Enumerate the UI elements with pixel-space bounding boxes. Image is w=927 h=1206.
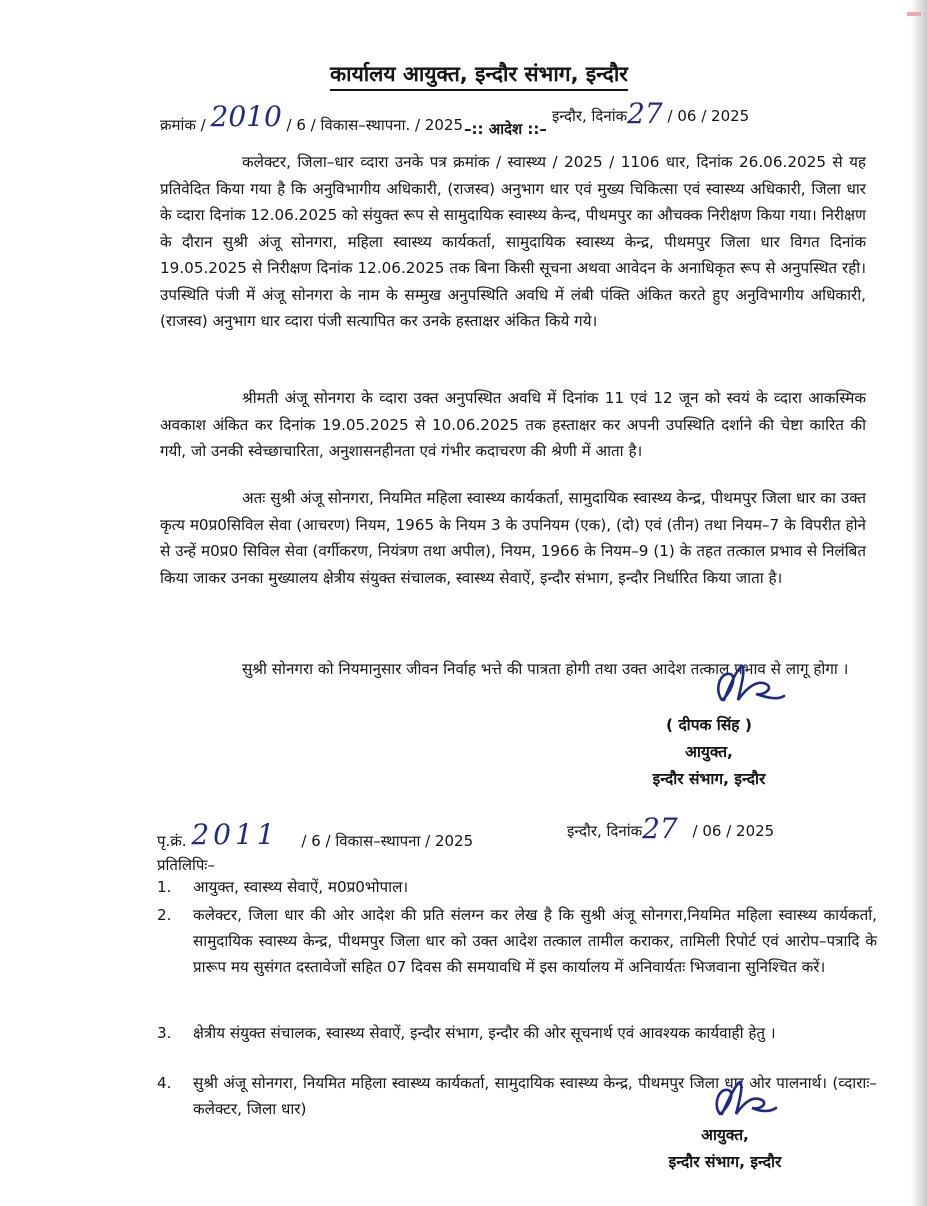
signature-block-1 (624, 712, 794, 793)
signatory-name: ( दीपक सिंह ) (665, 716, 753, 734)
copy-item-text: कलेक्टर, जिला धार की ओर आदेश की प्रति संलग्न कर लेख है कि सुश्री अंजू सोनगरा,नियमित महिला स्वास्थ्य कार्यकर्ता, सामुदायिक स्वास्थ्य केन्द्र, पीथमपुर जिला धार को उक्त आदेश तत्काल तामील कराकर, तामिली रिपोर्ट एवं आरोप–पत्रादि के प्रारूप मय सुसंगत दस्तावेजों सहित 07 दिवस की समयावधि में इस कार्यालय में अनिवार्यतः भिजवाना सुनिश्चित करें। (193, 906, 877, 976)
handwritten-signature-1 (708, 660, 788, 710)
endorsement-date-prefix: इन्दौर, दिनांक (567, 822, 643, 840)
handwritten-endorsement-number: 2011 (191, 818, 279, 851)
signatory-office: इन्दौर संभाग, इन्दौर (652, 770, 766, 788)
order-reference-line (160, 100, 464, 137)
date-prefix: इन्दौर, दिनांक (552, 107, 628, 125)
copy-item-text: आयुक्त, स्वास्थ्य सेवाऐं, म0प्र0भोपाल। (193, 878, 409, 896)
copy-item-number: 4. (157, 1074, 172, 1092)
order-heading: –:: आदेश ::– (464, 120, 547, 138)
corner-mark (907, 12, 921, 16)
copy-item-2 (157, 902, 877, 1022)
copy-item-number: 1. (157, 878, 172, 896)
endorsement-date-line (567, 810, 774, 843)
copy-item-1 (157, 874, 877, 900)
date-suffix: / 06 / 2025 (667, 107, 750, 125)
signatory-office: इन्दौर संभाग, इन्दौर (668, 1153, 782, 1171)
signatory-designation: आयुक्त, (701, 1126, 749, 1144)
paragraph-2: श्रीमती अंजू सोनगरा के व्दारा उक्त अनुपस्थित अवधि में दिनांक 11 एवं 12 जून को स्वयं के व्दारा आकस्मिक अवकाश अंकित कर दिनांक 19.05.2025 से 10.06.2025 तक हस्ताक्षर कर अपनी उपस्थिति दर्शाने की चेष्टा कारित की गयी, जो उनकी स्वेच्छाचारिता, अनुशासनहीनता एवं गंभीर कदाचरण की श्रेणी में आता है। (160, 389, 866, 460)
copy-item-number: 2. (157, 906, 172, 924)
page-edge-shadow (911, 0, 927, 1206)
endorsement-reference-line (157, 820, 473, 853)
office-title: कार्यालय आयुक्त, इन्दौर संभाग, इन्दौर (330, 62, 628, 86)
order-date-line (552, 95, 749, 128)
endorsement-ref-suffix: / 6 / विकास–स्थापना / 2025 (301, 832, 474, 850)
ref-prefix: क्रमांक / (160, 116, 206, 134)
copy-item-number: 3. (157, 1024, 172, 1042)
signatory-designation: आयुक्त, (685, 743, 733, 761)
endorsement-date-suffix: / 06 / 2025 (692, 822, 775, 840)
copy-item-text: सुश्री अंजू सोनगरा, नियमित महिला स्वास्थ्य कार्यकर्ता, सामुदायिक स्वास्थ्य केन्द्र, पीथमपुर जिला धार ओर पालनार्थ। (व्दाराः–कलेक्टर, जिला धार) (193, 1074, 877, 1118)
handwritten-endorsement-day: 27 (642, 812, 678, 845)
paragraph-4: सुश्री सोनगरा को नियमानुसार जीवन निर्वाह भत्ते की पात्रता होगी तथा उक्त आदेश तत्काल प्रभाव से लागू होगा । (242, 660, 849, 678)
copy-item-text: क्षेत्रीय संयुक्त संचालक, स्वास्थ्य सेवाऐं, इन्दौर संभाग, इन्दौर की ओर सूचनार्थ एवं आवश्यक कार्यवाही हेतु । (193, 1024, 776, 1042)
paragraph-1: कलेक्टर, जिला–धार व्दारा उनके पत्र क्रमांक / स्वास्थ्य / 2025 / 1106 धार, दिनांक 26.06.2025 से यह प्रतिवेदित किया गया है कि अनुविभागीय अधिकारी, (राजस्व) अनुभाग धार एवं मुख्य चिकित्सा एवं स्वास्थ्य अधिकारी, जिला धार के व्दारा दिनांक 12.06.2025 को संयुक्त रूप से सामुदायिक स्वास्थ्य केन्द, पीथमपुर का औचक्क निरीक्षण किया गया। निरीक्षण के दौरान सुश्री अंजू सोनगरा, महिला स्वास्थ्य कार्यकर्ता, सामुदायिक स्वास्थ्य केन्द्र, पीथमपुर जिला धार विगत दिनांक 19.05.2025 से निरीक्षण दिनांक 12.06.2025 तक बिना किसी सूचना अथवा आवेदन के अनाधिकृत रूप से अनुपस्थित रही। उपस्थिति पंजी में अंजू सोनगरा के नाम के सम्मुख अनुपस्थिति अवधि में लंबी पंक्ति अंकित करते हुए अनुविभागीय अधिकारी, (राजस्व) अनुभाग धार व्दारा पंजी सत्यापित कर उनके हस्ताक्षर अंकित किये गये। (160, 153, 866, 330)
copy-item-3 (157, 1020, 877, 1072)
handwritten-ref-number: 2010 (210, 100, 282, 133)
signature-block-2 (636, 1122, 814, 1176)
handwritten-signature-2 (708, 1078, 778, 1122)
endorsement-ref-prefix: पृ.क्रं. (157, 832, 187, 850)
ref-suffix: / 6 / विकास–स्थापना. / 2025 (286, 116, 464, 134)
copy-to-label: प्रतिलिपिः– (157, 856, 215, 874)
paragraph-3: अतः सुश्री अंजू सोनगरा, नियमित महिला स्वास्थ्य कार्यकर्ता, सामुदायिक स्वास्थ्य केन्द्र, पीथमपुर जिला धार का उक्त कृत्य म0प्र0सिविल सेवा (आचरण) नियम, 1965 के नियम 3 के उपनियम (एक), (दो) एवं (तीन) तथा नियम–7 के विपरीत होने से उन्हें म0प्र0 सिविल सेवा (वर्गीकरण, नियंत्रण तथा अपील), नियम, 1966 के नियम–9 (1) के तहत तत्काल प्रभाव से निलंबित किया जाकर उनका मुख्यालय क्षेत्रीय संयुक्त संचालक, स्वास्थ्य सेवाऐं, इन्दौर संभाग, इन्दौर निर्धारित किया जाता है। (160, 489, 866, 587)
handwritten-date-day: 27 (627, 97, 663, 130)
